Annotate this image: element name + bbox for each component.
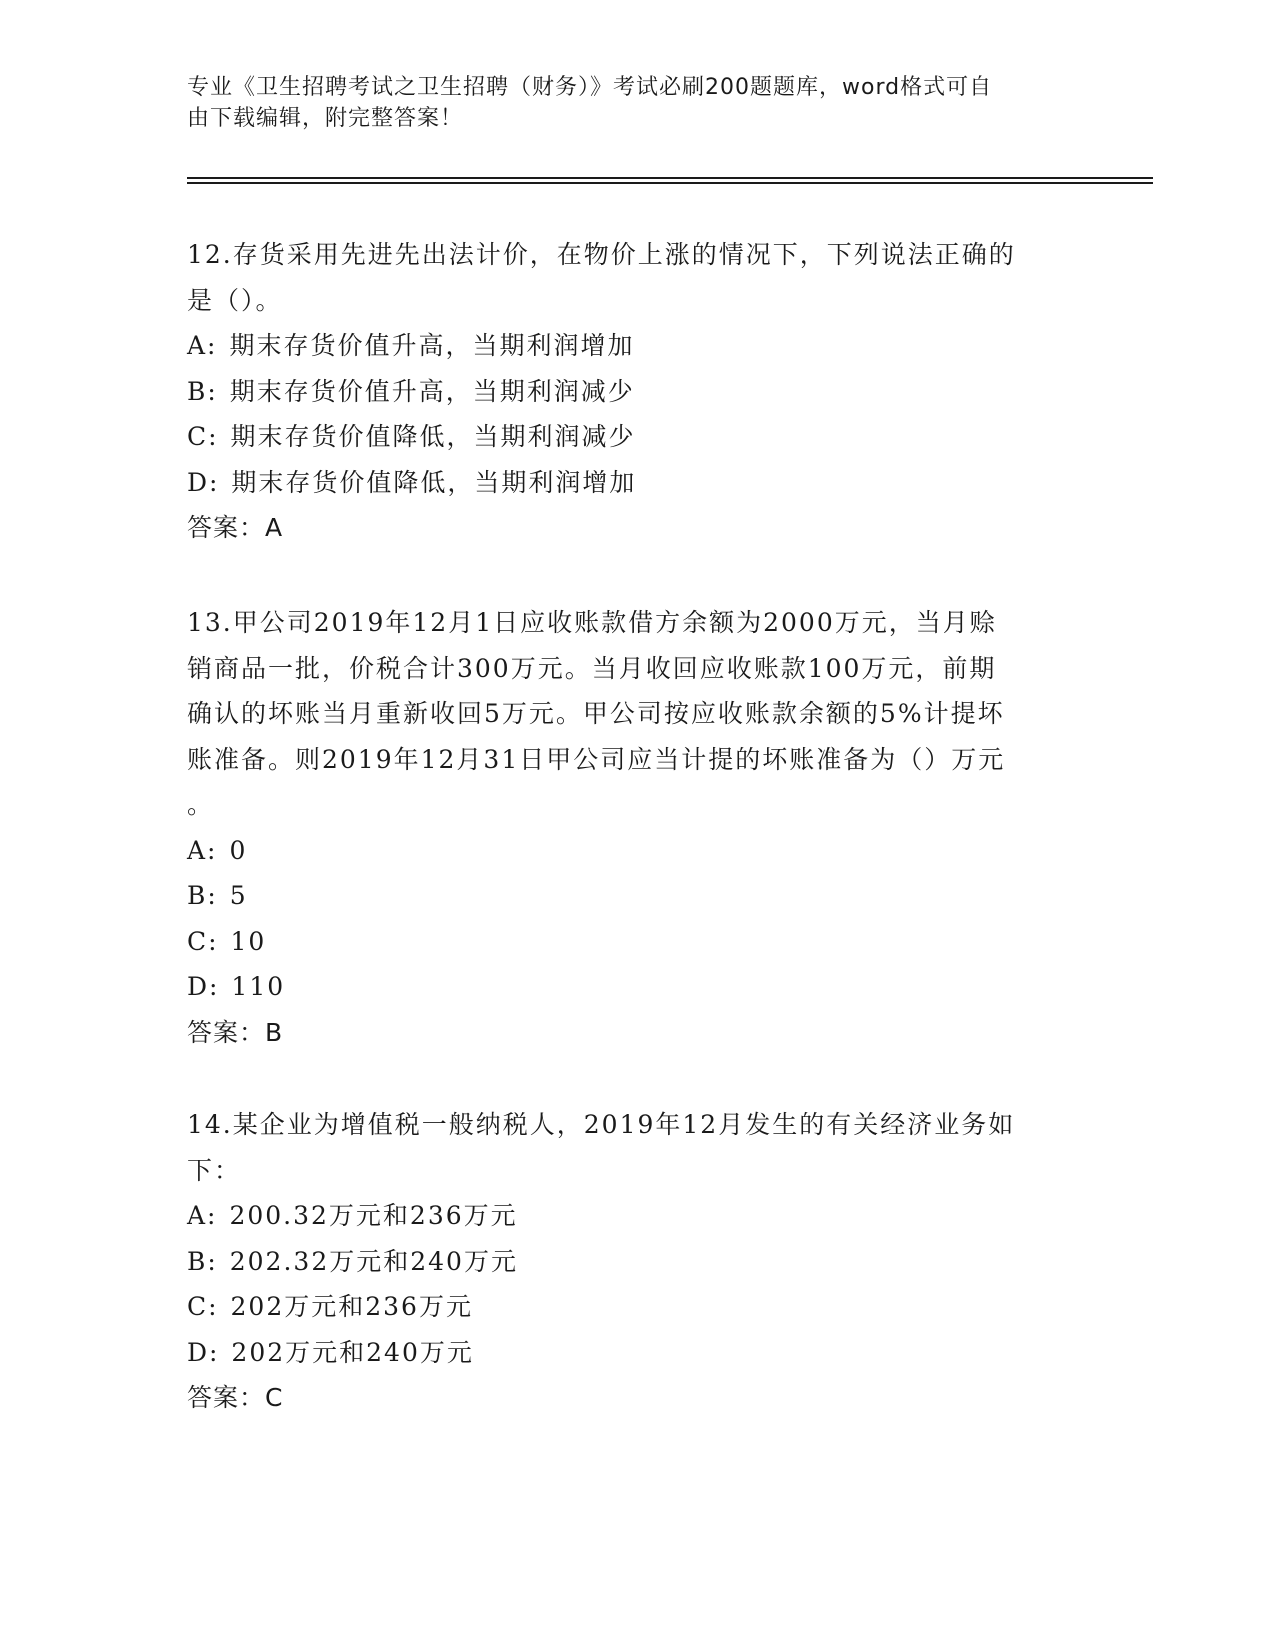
answer-line: 答案：A [187, 513, 284, 542]
document-header: 专业《卫生招聘考试之卫生招聘（财务）》考试必刷200题题库，word格式可自 由下载编辑，附完整答案！ [187, 75, 993, 131]
option-d [187, 964, 1087, 1010]
option-text: 202.32万元和240万元 [229, 1246, 518, 1276]
option-text: 期末存货价值降低，当期利润增加 [231, 467, 637, 497]
question-13 [187, 600, 1087, 1055]
option-key: C: [187, 926, 219, 956]
header-divider-top [187, 177, 1153, 179]
option-c [187, 1284, 1087, 1330]
option-key: B: [187, 376, 218, 406]
option-list [187, 323, 1087, 505]
option-d [187, 460, 1087, 506]
option-a [187, 828, 1087, 874]
option-text: 202万元和240万元 [231, 1337, 474, 1367]
option-text: 110 [231, 972, 286, 1001]
option-c [187, 919, 1087, 965]
question-stem: 12.存货采用先进先出法计价，在物价上涨的情况下，下列说法正确的 是（）。 [187, 240, 1016, 315]
option-key: C: [187, 1292, 219, 1321]
option-key: A: [187, 1201, 218, 1230]
option-key: D: [187, 1337, 220, 1367]
option-text: 200.32万元和236万元 [229, 1201, 518, 1230]
question-14 [187, 1102, 1087, 1420]
header-divider-bottom [187, 182, 1153, 184]
question-stem: 13.甲公司2019年12月1日应收账款借方余额为2000万元，当月赊 销商品一批，价税合计300万元。当月收回应收账款100万元，前期 确认的坏账当月重新收回5万元。甲公司按应收账款余额的5%计提坏 账准备。则2019年12月31日甲公司应当计提的坏账准备为（）万元 。 [187, 608, 1006, 819]
option-b [187, 873, 1087, 919]
option-b [187, 369, 1087, 415]
option-list [187, 828, 1087, 1010]
option-text: 期末存货价值升高，当期利润增加 [229, 331, 635, 360]
option-key: D: [187, 972, 220, 1001]
option-list [187, 1193, 1087, 1375]
option-key: B: [187, 1246, 218, 1276]
answer-line: 答案：C [187, 1383, 284, 1412]
option-text: 期末存货价值升高，当期利润减少 [229, 376, 635, 406]
option-c [187, 414, 1087, 460]
option-text: 10 [230, 926, 267, 956]
option-key: C: [187, 422, 219, 451]
option-key: A: [187, 835, 218, 865]
answer-line: 答案：B [187, 1017, 284, 1047]
option-a [187, 323, 1087, 369]
option-text: 202万元和236万元 [230, 1292, 473, 1321]
option-key: D: [187, 467, 220, 497]
option-b [187, 1239, 1087, 1285]
question-12 [187, 232, 1087, 550]
question-stem: 14.某企业为增值税一般纳税人，2019年12月发生的有关经济业务如 下： [187, 1110, 1016, 1185]
option-a [187, 1193, 1087, 1239]
option-d [187, 1330, 1087, 1376]
option-key: A: [187, 331, 218, 360]
option-key: B: [187, 881, 218, 910]
option-text: 5 [229, 881, 248, 910]
option-text: 0 [229, 835, 248, 865]
option-text: 期末存货价值降低，当期利润减少 [230, 422, 636, 451]
